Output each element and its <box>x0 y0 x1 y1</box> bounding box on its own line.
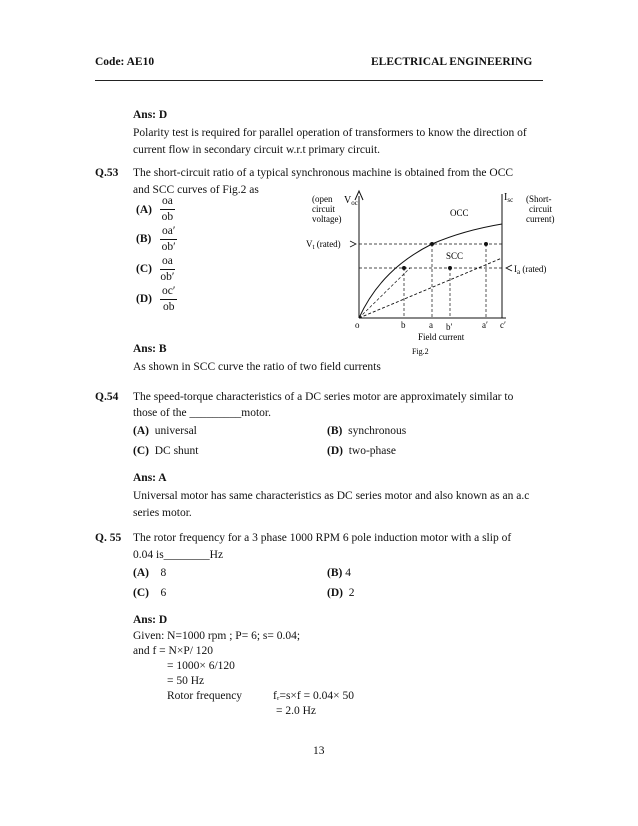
q54-option-a-label: (A) <box>133 425 149 437</box>
header-rule <box>95 80 543 81</box>
fig2-occ-scc-figure <box>300 188 562 358</box>
fig2-airgap-line <box>359 268 410 318</box>
q55-option-c-text: 6 <box>160 587 167 599</box>
fig2-voc-label-2: circuit <box>312 204 335 214</box>
q53-answer-text: As shown in SCC curve the ratio of two field currents <box>133 361 381 373</box>
q55-text-line2: 0.04 is________Hz <box>133 549 224 561</box>
q55-option-a-label: (A) <box>133 567 149 579</box>
q53-option-a-num: oa <box>160 195 175 210</box>
fig2-isc-label-1: (Short- <box>526 194 552 204</box>
fig2-vt-rated <box>306 239 341 251</box>
q55-text-line1: The rotor frequency for a 3 phase 1000 RPM 6 pole induction motor with a slip of <box>133 532 512 544</box>
q55-option-d-label: (D) <box>327 587 343 599</box>
q54-option-d-text: two-phase <box>348 445 396 457</box>
header-code: Code: AE10 <box>95 56 155 68</box>
fig2-isc-i: I <box>504 192 508 203</box>
q55-option-c <box>133 587 166 599</box>
q55-rotor-result: = 2.0 Hz <box>276 705 317 717</box>
q53-option-a-fraction <box>160 195 175 224</box>
fig2-caption: Fig.2 <box>412 347 429 356</box>
q53-number: Q.53 <box>95 167 119 179</box>
q53-option-c-label: (C) <box>136 263 152 275</box>
q54-text-line2: those of the _________motor. <box>133 407 271 419</box>
q52-answer-line2: current flow in secondary circuit w.r.t primary circuit. <box>133 144 381 156</box>
q53-option-b-den: ob′ <box>161 241 176 253</box>
q54-answer-line1: Universal motor has same characteristics as DC series motor and also known as an a.c <box>133 490 530 502</box>
q53-option-b-num: oa′ <box>160 225 177 240</box>
q53-answer-label: Ans: B <box>133 343 167 355</box>
fig2-voc-symbol <box>344 195 358 207</box>
q54-option-d-label: (D) <box>327 445 343 457</box>
q55-rotor-label: Rotor frequency <box>167 690 243 702</box>
q55-rotor-expr: fᵣ=s×f = 0.04× 50 <box>273 690 354 702</box>
q54-answer-label: Ans: A <box>133 472 167 484</box>
fig2-tick-ap: a′ <box>482 320 488 330</box>
q53-option-a-label: (A) <box>136 204 152 216</box>
fig2-scc-label: SCC <box>446 251 464 261</box>
q52-answer-line1: Polarity test is required for parallel operation of transformers to know the direction of <box>133 127 527 139</box>
fig2-tick-bp: b′ <box>446 322 453 332</box>
q55-option-a-text: 8 <box>160 567 167 579</box>
fig2-isc-label-2: circuit <box>529 204 552 214</box>
q55-option-d-text: 2 <box>348 587 355 599</box>
fig2-vt-v: V <box>306 239 313 249</box>
fig2-voc-v: V <box>344 195 352 206</box>
fig2-isc-sub: sc <box>507 196 514 204</box>
q55-given: Given: N=1000 rpm ; P= 6; s= 0.04; <box>133 630 301 642</box>
q54-number: Q.54 <box>95 391 119 403</box>
fig2-occ-curve <box>359 224 502 318</box>
q55-option-c-label: (C) <box>133 587 149 599</box>
q54-text-line1: The speed-torque characteristics of a DC series motor are approximately similar to <box>133 391 514 403</box>
q52-answer-label: Ans: D <box>133 109 168 121</box>
q54-option-a-text: universal <box>154 425 197 437</box>
fig2-point-3 <box>402 266 406 270</box>
fig2-point-4 <box>448 266 452 270</box>
q54-option-b-text: synchronous <box>348 425 407 437</box>
fig2-isc-label-3: current) <box>526 214 555 224</box>
q55-option-a <box>133 567 166 579</box>
q55-option-d <box>327 587 354 599</box>
q55-answer-label: Ans: D <box>133 614 168 626</box>
fig2-tick-a: a <box>429 320 433 330</box>
fig2-isc-symbol <box>504 192 513 204</box>
fig2-tick-cp: c′ <box>500 320 506 330</box>
fig2-ia-i: I <box>514 264 517 274</box>
fig2-vt-suffix: (rated) <box>314 239 341 249</box>
q53-option-d-label: (D) <box>136 293 152 305</box>
q55-line-f: and f = N×P/ 120 <box>133 645 214 657</box>
fig2-voc-label-3: voltage) <box>312 214 342 224</box>
fig2-ia-arrow <box>506 265 512 271</box>
fig2-ia-sub: a <box>517 268 521 276</box>
fig2-point-2 <box>484 242 488 246</box>
q55-option-b <box>327 567 351 579</box>
fig2-ia-rated <box>514 264 546 276</box>
fig2-voc-label-1: (open <box>312 194 333 204</box>
q54-option-c-label: (C) <box>133 445 149 457</box>
q55-line-2: = 1000× 6/120 <box>167 660 235 672</box>
q53-option-b-label: (B) <box>136 233 152 245</box>
fig2-point-1 <box>430 242 434 246</box>
fig2-origin-label: o <box>355 320 360 330</box>
q53-option-d-fraction <box>160 285 177 314</box>
fig2-vt-sub: t <box>312 243 315 251</box>
q53-option-d-num: oc′ <box>160 285 177 300</box>
q53-text-line2: and SCC curves of Fig.2 as <box>133 184 259 196</box>
q55-option-b-label: (B) <box>327 567 343 579</box>
header-subject: ELECTRICAL ENGINEERING <box>371 56 533 68</box>
fig2-scc-line <box>359 258 502 318</box>
q54-option-d <box>327 445 396 457</box>
q53-option-d-den: ob <box>162 301 175 313</box>
q53-option-c-den: ob′ <box>160 271 175 283</box>
q54-option-b-label: (B) <box>327 425 343 437</box>
q54-answer-line2: series motor. <box>133 507 192 519</box>
q54-option-c <box>133 445 199 457</box>
q53-option-b-fraction <box>160 225 177 254</box>
page-number: 13 <box>313 745 325 757</box>
fig2-occ-label: OCC <box>450 208 469 218</box>
q53-option-c-fraction <box>160 255 175 284</box>
fig2-xaxis-label: Field current <box>418 332 465 342</box>
fig2-ia-suffix: (rated) <box>520 264 547 274</box>
q54-option-a <box>133 425 197 437</box>
q53-option-c-num: oa <box>160 255 175 270</box>
q53-option-a-den: ob <box>161 211 174 223</box>
fig2-voc-sub: oc <box>351 199 358 207</box>
q55-line-3: = 50 Hz <box>167 675 205 687</box>
q55-option-b-text: 4 <box>345 567 351 579</box>
q53-text-line1: The short-circuit ratio of a typical synchronous machine is obtained from the OCC <box>133 167 514 179</box>
fig2-tick-b: b <box>401 320 406 330</box>
q55-number: Q. 55 <box>95 532 122 544</box>
q54-option-b <box>327 425 406 437</box>
fig2-vt-arrow <box>350 241 356 247</box>
q54-option-c-text: DC shunt <box>154 445 199 457</box>
